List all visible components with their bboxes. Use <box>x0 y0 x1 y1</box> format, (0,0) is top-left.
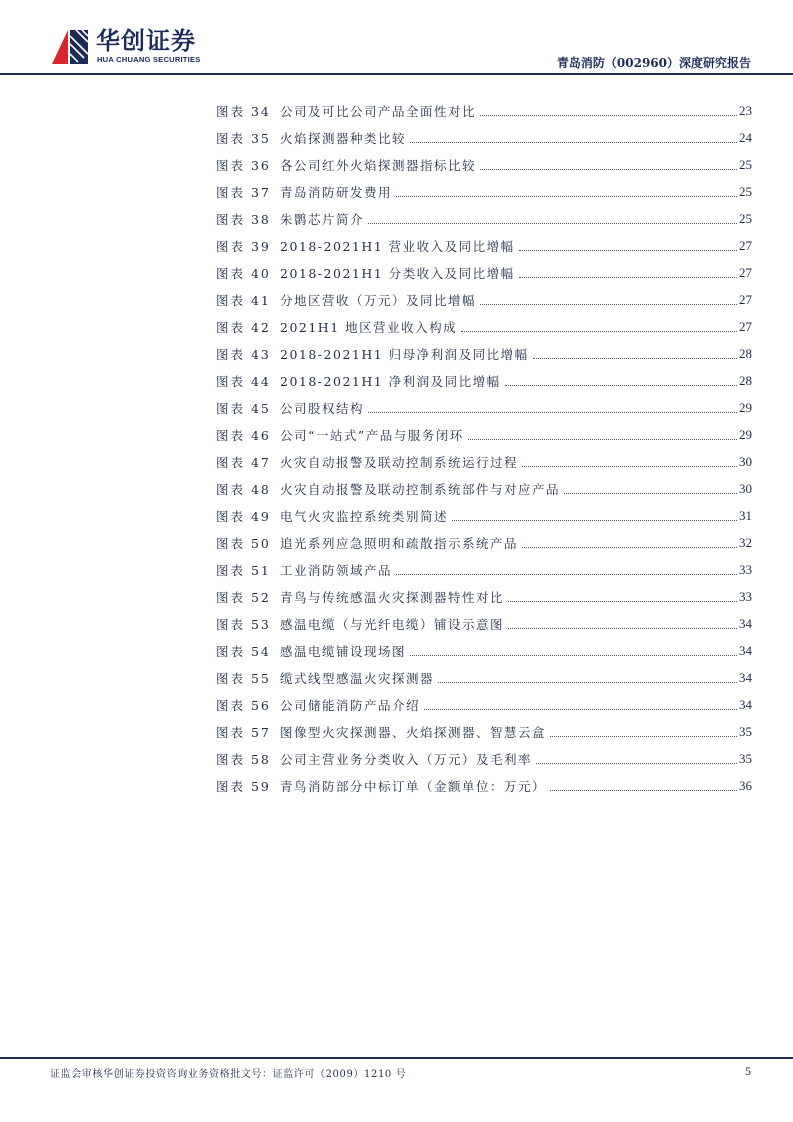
toc-figure-number: 图表 38 <box>216 211 271 227</box>
toc-figure-number: 图表 58 <box>216 751 271 767</box>
toc-figure-title: 火灾自动报警及联动控制系统运行过程 <box>280 454 519 470</box>
toc-figure-number: 图表 45 <box>216 400 271 416</box>
toc-dot-leader <box>550 789 737 791</box>
toc-page-number: 29 <box>739 399 752 415</box>
toc-entry[interactable] <box>216 367 752 394</box>
toc-dot-leader <box>410 141 737 143</box>
toc-figure-title: 公司储能消防产品介绍 <box>280 697 421 713</box>
toc-figure-title: 缆式线型感温火灾探测器 <box>280 670 435 686</box>
toc-dot-leader <box>452 519 737 521</box>
toc-page-number: 34 <box>739 642 752 658</box>
toc-page-number: 28 <box>739 372 752 388</box>
toc-dot-leader <box>536 762 737 764</box>
toc-entry[interactable] <box>216 610 752 637</box>
toc-dot-leader <box>410 654 737 656</box>
toc-entry[interactable] <box>216 448 752 475</box>
toc-figure-title: 公司及可比公司产品全面性对比 <box>280 103 477 119</box>
toc-page-number: 28 <box>739 345 752 361</box>
toc-dot-leader <box>508 627 737 629</box>
toc-page-number: 27 <box>739 291 752 307</box>
footer-disclaimer: 证监会审核华创证券投资咨询业务资格批文号：证监许可（2009）1210 号 <box>50 1069 407 1080</box>
toc-dot-leader <box>519 249 737 251</box>
toc-figure-title: 青鸟与传统感温火灾探测器特性对比 <box>280 589 505 605</box>
logo-mark-icon <box>52 26 90 64</box>
toc-figure-number: 图表 52 <box>216 589 271 605</box>
toc-figure-title: 图像型火灾探测器、火焰探测器、智慧云盒 <box>280 724 547 740</box>
logo-chinese-name: 华创证券 <box>96 27 196 55</box>
toc-page-number: 35 <box>739 723 752 739</box>
toc-page-number: 31 <box>739 507 752 523</box>
toc-figure-title: 分地区营收（万元）及同比增幅 <box>280 292 477 308</box>
toc-entry[interactable] <box>216 583 752 610</box>
toc-page-number: 27 <box>739 237 752 253</box>
toc-page-number: 30 <box>739 453 752 469</box>
toc-dot-leader <box>424 708 737 710</box>
footer-divider <box>0 1057 793 1059</box>
toc-dot-leader <box>480 168 737 170</box>
toc-entry[interactable] <box>216 475 752 502</box>
toc-figure-title: 2021H1 地区营业收入构成 <box>280 319 458 335</box>
toc-entry[interactable] <box>216 151 752 178</box>
toc-figure-number: 图表 56 <box>216 697 271 713</box>
toc-dot-leader <box>533 357 737 359</box>
toc-entry[interactable] <box>216 502 752 529</box>
toc-entry[interactable] <box>216 529 752 556</box>
toc-page-number: 33 <box>739 588 752 604</box>
toc-entry[interactable] <box>216 691 752 718</box>
toc-page-number: 34 <box>739 669 752 685</box>
toc-page-number: 27 <box>739 264 752 280</box>
toc-page-number: 29 <box>739 426 752 442</box>
toc-entry[interactable] <box>216 394 752 421</box>
toc-figure-title: 火焰探测器种类比较 <box>280 130 407 146</box>
toc-figure-number: 图表 36 <box>216 157 271 173</box>
toc-entry[interactable] <box>216 664 752 691</box>
toc-page-number: 27 <box>739 318 752 334</box>
toc-entry[interactable] <box>216 124 752 151</box>
header-divider <box>0 73 793 75</box>
toc-figure-number: 图表 35 <box>216 130 271 146</box>
figure-list <box>216 97 752 799</box>
toc-figure-number: 图表 37 <box>216 184 271 200</box>
toc-figure-title: 感温电缆（与光纤电缆）铺设示意图 <box>280 616 505 632</box>
logo-english-name: HUA CHUANG SECURITIES <box>97 55 201 64</box>
toc-dot-leader <box>468 438 737 440</box>
toc-figure-title: 朱鹮芯片简介 <box>280 211 365 227</box>
toc-dot-leader <box>368 411 737 413</box>
toc-page-number: 36 <box>739 777 752 793</box>
toc-figure-number: 图表 43 <box>216 346 271 362</box>
toc-entry[interactable] <box>216 421 752 448</box>
toc-dot-leader <box>522 465 737 467</box>
toc-entry[interactable] <box>216 772 752 799</box>
toc-entry[interactable] <box>216 313 752 340</box>
toc-figure-number: 图表 51 <box>216 562 271 578</box>
toc-figure-title: 2018-2021H1 分类收入及同比增幅 <box>280 265 515 281</box>
toc-figure-title: 青鸟消防部分中标订单（金额单位：万元） <box>280 778 547 794</box>
toc-figure-title: 公司主营业务分类收入（万元）及毛利率 <box>280 751 533 767</box>
toc-figure-title: 公司“一站式”产品与服务闭环 <box>280 427 464 443</box>
toc-entry[interactable] <box>216 178 752 205</box>
toc-figure-number: 图表 54 <box>216 643 271 659</box>
toc-entry[interactable] <box>216 340 752 367</box>
toc-entry[interactable] <box>216 97 752 124</box>
toc-figure-title: 火灾自动报警及联动控制系统部件与对应产品 <box>280 481 561 497</box>
toc-figure-title: 青岛消防研发费用 <box>280 184 393 200</box>
toc-page-number: 32 <box>739 534 752 550</box>
toc-dot-leader <box>396 573 737 575</box>
toc-figure-number: 图表 49 <box>216 508 271 524</box>
toc-entry[interactable] <box>216 205 752 232</box>
toc-figure-number: 图表 59 <box>216 778 271 794</box>
toc-page-number: 25 <box>739 210 752 226</box>
toc-dot-leader <box>396 195 737 197</box>
toc-page-number: 23 <box>739 102 752 118</box>
toc-entry[interactable] <box>216 718 752 745</box>
toc-page-number: 25 <box>739 183 752 199</box>
toc-entry[interactable] <box>216 556 752 583</box>
report-title: 青岛消防（002960）深度研究报告 <box>556 56 751 70</box>
toc-figure-number: 图表 41 <box>216 292 271 308</box>
company-logo <box>52 26 222 66</box>
toc-page-number: 24 <box>739 129 752 145</box>
toc-figure-number: 图表 39 <box>216 238 271 254</box>
toc-figure-number: 图表 53 <box>216 616 271 632</box>
toc-figure-number: 图表 46 <box>216 427 271 443</box>
toc-page-number: 34 <box>739 615 752 631</box>
toc-figure-title: 2018-2021H1 净利润及同比增幅 <box>280 373 501 389</box>
toc-figure-number: 图表 48 <box>216 481 271 497</box>
page-header <box>0 0 793 78</box>
toc-figure-number: 图表 47 <box>216 454 271 470</box>
toc-figure-title: 各公司红外火焰探测器指标比较 <box>280 157 477 173</box>
toc-figure-title: 公司股权结构 <box>280 400 365 416</box>
toc-dot-leader <box>438 681 737 683</box>
toc-figure-number: 图表 44 <box>216 373 271 389</box>
toc-dot-leader <box>564 492 737 494</box>
toc-page-number: 34 <box>739 696 752 712</box>
toc-dot-leader <box>508 600 737 602</box>
toc-figure-number: 图表 42 <box>216 319 271 335</box>
toc-entry[interactable] <box>216 232 752 259</box>
toc-dot-leader <box>522 546 737 548</box>
toc-page-number: 30 <box>739 480 752 496</box>
page-number: 5 <box>745 1064 751 1078</box>
toc-page-number: 35 <box>739 750 752 766</box>
toc-figure-title: 2018-2021H1 营业收入及同比增幅 <box>280 238 515 254</box>
toc-page-number: 25 <box>739 156 752 172</box>
toc-dot-leader <box>461 330 737 332</box>
toc-figure-title: 电气火灾监控系统类别简述 <box>280 508 449 524</box>
toc-figure-title: 感温电缆铺设现场图 <box>280 643 407 659</box>
toc-entry[interactable] <box>216 745 752 772</box>
toc-figure-number: 图表 40 <box>216 265 271 281</box>
toc-figure-title: 2018-2021H1 归母净利润及同比增幅 <box>280 346 529 362</box>
toc-dot-leader <box>550 735 737 737</box>
toc-dot-leader <box>368 222 737 224</box>
toc-figure-number: 图表 55 <box>216 670 271 686</box>
toc-entry[interactable] <box>216 259 752 286</box>
toc-dot-leader <box>505 384 737 386</box>
toc-page-number: 33 <box>739 561 752 577</box>
toc-figure-number: 图表 57 <box>216 724 271 740</box>
toc-dot-leader <box>480 114 737 116</box>
toc-figure-number: 图表 34 <box>216 103 271 119</box>
toc-figure-title: 工业消防领域产品 <box>280 562 393 578</box>
toc-figure-number: 图表 50 <box>216 535 271 551</box>
toc-entry[interactable] <box>216 286 752 313</box>
toc-figure-title: 追光系列应急照明和疏散指示系统产品 <box>280 535 519 551</box>
toc-dot-leader <box>480 303 737 305</box>
toc-dot-leader <box>519 276 737 278</box>
toc-entry[interactable] <box>216 637 752 664</box>
